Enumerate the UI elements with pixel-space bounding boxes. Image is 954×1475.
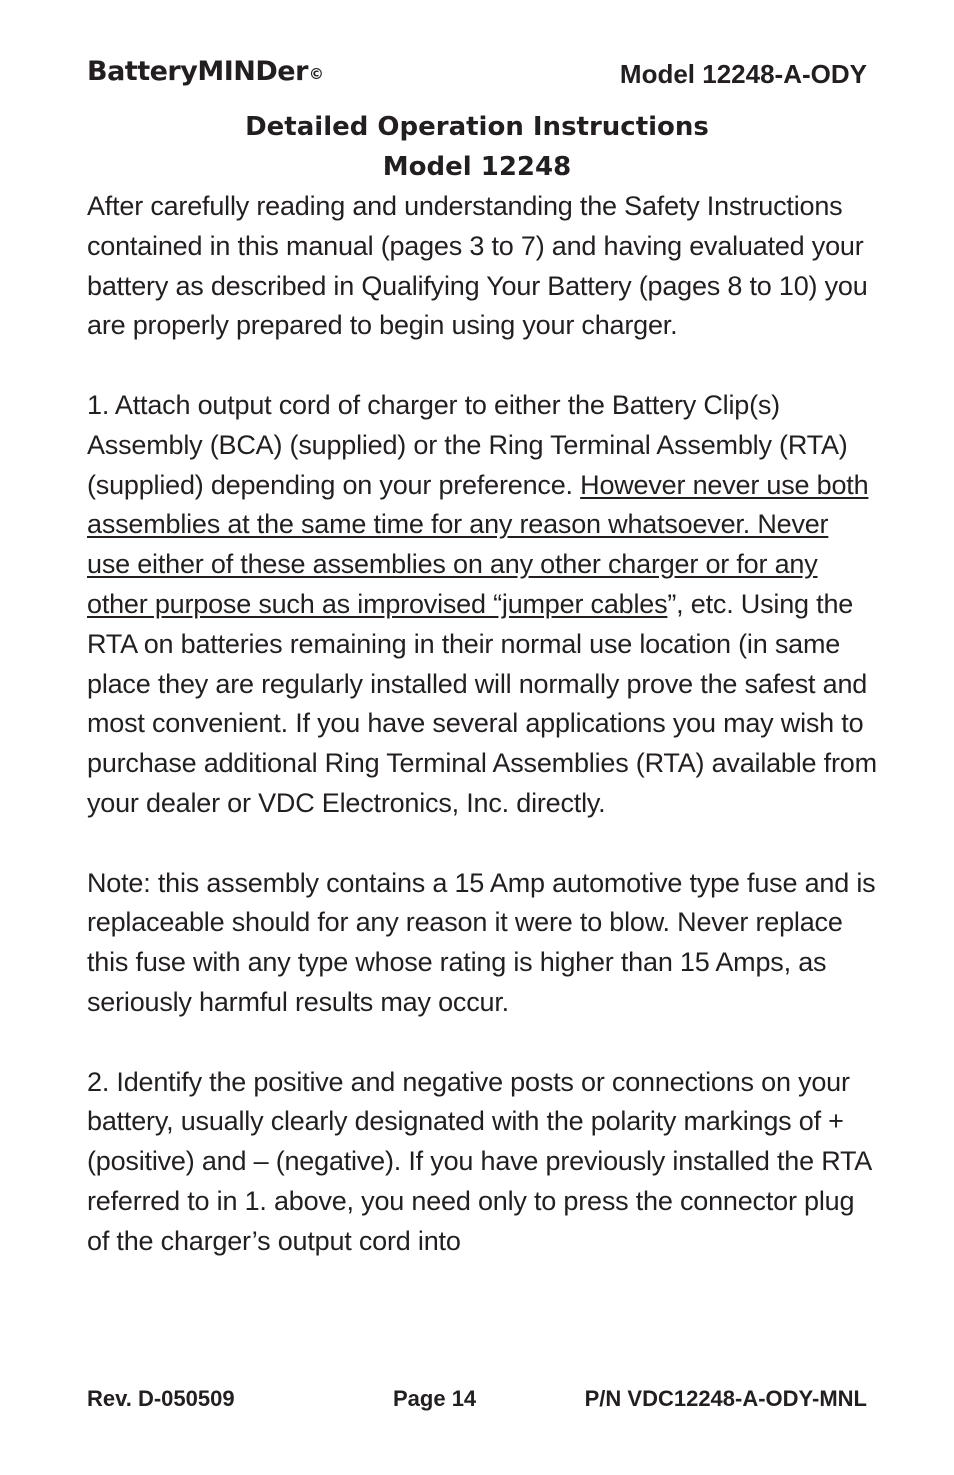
brand-name: BatteryMINDer	[87, 56, 308, 87]
intro-paragraph: After carefully reading and understanding the Safety Instructions contained in this manual (pages 3 to 7) and having evaluated your battery as described in Qualifying Your Battery (pages 8 to 10) you are properly prepared to begin using your charger.	[87, 191, 868, 341]
step-1-paragraph	[87, 386, 877, 824]
note-paragraph: Note: this assembly contains a 15 Amp automotive type fuse and is replaceable should for any reason it were to blow. Never replace this fuse with any type whose rating is higher than 15 Amps, as seriously harmful results may occur.	[87, 867, 876, 1017]
title-line-2: Model 12248	[382, 152, 572, 182]
step-1-text: 1. Attach output cord of charger to either the Battery Clip(s) Assembly (BCA) (supplied) or the Ring Terminal Assembly (RTA) (supplied) depending on your preference.	[87, 389, 848, 500]
page-title	[0, 107, 954, 187]
footer-revision: Rev. D-050509	[87, 1386, 235, 1411]
step-1-warning: However never use both assemblies at the same time for any reason whatsoever. Never use either of these assemblies on any other charger or for any other purpose such as improvised “jumper cables	[87, 469, 869, 619]
header-model: Model 12248-A-ODY	[619, 59, 867, 89]
brand-logo	[87, 52, 323, 92]
step-2-paragraph: 2. Identify the positive and negative posts or connections on your battery, usually clearly designated with the polarity markings of + (positive) and – (negative). If you have previously installed the RTA referred to in 1. above, you need only to press the connector plug of the charger’s output cord into	[87, 1066, 871, 1256]
footer-page-number: Page 14	[393, 1386, 477, 1411]
step-1-continued: ”, etc. Using the RTA on batteries remaining in their normal use location (in same place they are regularly installed will normally prove the safest and most convenient. If you have several applications you may wish to purchase additional Ring Terminal Assemblies (RTA) available from your dealer or VDC Electronics, Inc. directly.	[87, 588, 877, 818]
title-line-1: Detailed Operation Instructions	[245, 112, 709, 142]
body-text	[87, 187, 877, 1301]
copyright-mark: ©	[308, 65, 324, 83]
footer-part-number: P/N VDC12248-A-ODY-MNL	[584, 1386, 867, 1411]
